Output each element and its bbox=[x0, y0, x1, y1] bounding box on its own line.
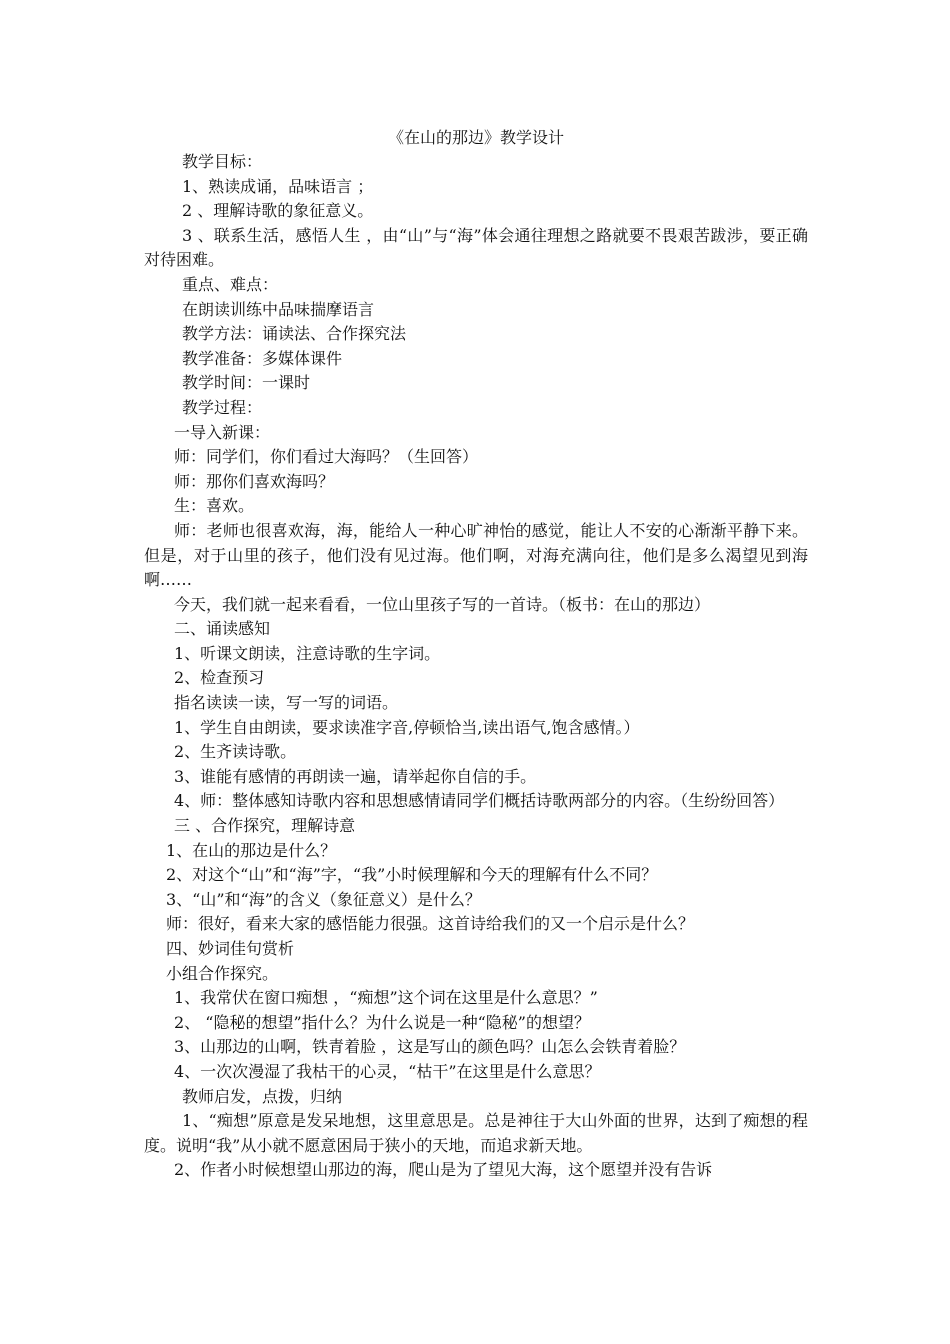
body-line: 2、对这个“山”和“海”字，“我”小时候理解和今天的理解有什么不同？ bbox=[166, 865, 658, 885]
body-line: 4、师：整体感知诗歌内容和思想感情请同学们概括诗歌两部分的内容。（生纷纷回答） bbox=[174, 791, 785, 811]
document-page bbox=[144, 125, 808, 1183]
body-line: 今天，我们就一起来看看，一位山里孩子写的一首诗。（板书：在山的那边） bbox=[174, 594, 711, 614]
body-line: 一导入新课： bbox=[174, 422, 271, 442]
document-title: 《在山的那边》教学设计 bbox=[387, 128, 564, 147]
body-line: 1、在山的那边是什么？ bbox=[166, 840, 337, 860]
body-line: 师：同学们，你们看过大海吗？（生回答） bbox=[174, 447, 479, 467]
body-line: 1、我常伏在窗口痴想 ，“痴想”这个词在这里是什么意思？” bbox=[174, 988, 598, 1008]
body-line: 生：喜欢。 bbox=[174, 496, 255, 516]
body-line: 4、一次次漫湿了我枯干的心灵，“枯干”在这里是什么意思？ bbox=[174, 1061, 601, 1081]
body-line: 2、作者小时候想望山那边的海，爬山是为了望见大海，这个愿望并没有告诉 bbox=[174, 1160, 713, 1180]
body-line: 1、学生自由朗读，要求读准字音,停顿恰当,读出语气,饱含感情。） bbox=[174, 717, 640, 737]
body-line: 1、熟读成诵，品味语言 ； bbox=[182, 176, 374, 196]
body-line: 师：很好，看来大家的感悟能力很强。这首诗给我们的又一个启示是什么？ bbox=[166, 914, 695, 934]
body-line: 教学过程： bbox=[182, 397, 263, 417]
body-line: 在朗读训练中品味揣摩语言 bbox=[182, 299, 375, 319]
body-line: 3 、联系生活，感悟人生 ，由“山”与“海”体会通往理想之路就要不畏艰苦跋涉，要正确对待困难。 bbox=[144, 225, 808, 270]
body-line: 师：老师也很喜欢海，海，能给人一种心旷神怡的感觉，能让人不安的心渐渐平静下来。但是，对于山里的孩子，他们没有见过海。他们啊，对海充满向往，他们是多么渴望见到海啊…… bbox=[144, 520, 808, 590]
body-line: 1、听课文朗读，注意诗歌的生字词。 bbox=[174, 643, 441, 663]
body-line: 2 、理解诗歌的象征意义。 bbox=[182, 201, 374, 221]
body-line: 指名读读一读，写一写的词语。 bbox=[174, 693, 399, 713]
body-line: 2、检查预习 bbox=[174, 668, 265, 688]
body-line: 教师启发，点拨，归纳 bbox=[182, 1086, 343, 1106]
body-line: 2、 “隐秘的想望”指什么？为什么说是一种“隐秘”的想望？ bbox=[174, 1012, 590, 1032]
document-body bbox=[144, 150, 808, 1183]
body-line: 二、诵读感知 bbox=[174, 619, 271, 639]
body-line: 3、谁能有感情的再朗读一遍，请举起你自信的手。 bbox=[174, 766, 537, 786]
body-line: 教学准备：多媒体课件 bbox=[182, 348, 343, 368]
body-line: 3、“山”和“海”的含义（象征意义）是什么？ bbox=[166, 889, 481, 909]
body-line: 小组合作探究。 bbox=[166, 963, 279, 983]
body-line: 3、山那边的山啊，铁青着脸 ，这是写山的颜色吗？山怎么会铁青着脸？ bbox=[174, 1037, 686, 1057]
body-line: 2、生齐读诗歌。 bbox=[174, 742, 297, 762]
body-line: 重点、难点： bbox=[182, 274, 279, 294]
body-line: 教学方法：诵读法、合作探究法 bbox=[182, 324, 407, 344]
body-line: 1、“痴想”原意是发呆地想，这里意思是。总是神往于大山外面的世界，达到了痴想的程度。说明“我”从小就不愿意困局于狭小的天地，而追求新天地。 bbox=[144, 1111, 808, 1155]
body-line: 教学时间：一课时 bbox=[182, 373, 311, 393]
body-line: 师：那你们喜欢海吗？ bbox=[174, 471, 335, 491]
body-line: 教学目标： bbox=[182, 152, 263, 171]
body-line: 三 、合作探究，理解诗意 bbox=[174, 816, 356, 836]
body-line: 四、妙词佳句赏析 bbox=[166, 939, 295, 958]
